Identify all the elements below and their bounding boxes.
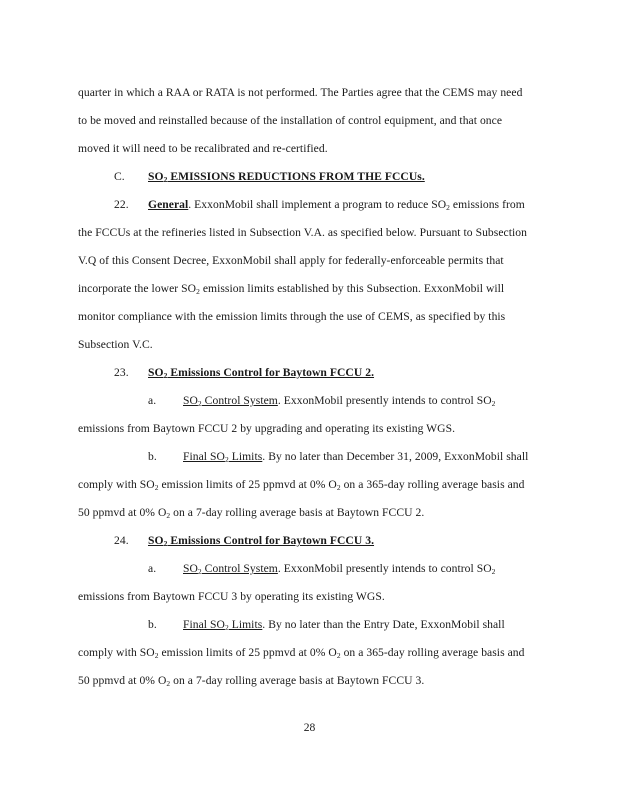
subparagraph-title: Final $SO_2$ Limits (183, 450, 263, 464)
body-line: comply with $SO_2$ emission limits of 25 ppmvd at 0% $O_2$ on a 365-day rolling average basis and (78, 646, 525, 660)
paragraph-title: General (148, 198, 189, 211)
body-line: 50 ppmvd at 0% $O_2$ on a 7-day rolling average basis at Baytown FCCU 2. (78, 506, 425, 520)
body-line: incorporate the lower $SO_2$ emission limits established by this Subsection. ExxonMobil will (78, 282, 505, 296)
subparagraph-letter: b. (148, 450, 157, 463)
subparagraph-letter: a. (148, 394, 157, 407)
subparagraph-letter: a. (148, 562, 157, 575)
body-line: monitor compliance with the emission limits through the use of CEMS, as specified by this (78, 310, 506, 323)
body-line: the FCCUs at the refineries listed in Subsection V.A. as specified below. Pursuant to Subsection (78, 226, 527, 239)
document-page: quarter in which a RAA or RATA is not performed. The Parties agree that the CEMS may need to be moved and reinstalled because of the installation of control equipment, and that once moved it will need to be recalibrated and re-certified. C. $SO_2$ EMISSIONS REDUCTIONS FROM THE FCCUs. 22. General. ExxonMobil shall implement a program to reduce $SO_2$ emissions from the FCCUs at the refineries listed in Subsection V.A. as specified below. Pursuant to Subsection V.Q of this Consent Decree, ExxonMobil shall apply for federally-enforceable permits that incorporate the lower $SO_2$ emission limits established by this Subsection. ExxonMobil will monitor compliance with the emission limits through the use of CEMS, as specified by this Subsection V.C. 23. $SO_2$ Emissions Control for Baytown FCCU 2. a. $SO_2$ Control System. ExxonMobil presently intends to control $SO_2$ emissions from Baytown FCCU 2 by upgrading and operating its existing WGS. b. Final $SO_2$ Limits. By no later than December 31, 2009, ExxonMobil shall comply with $SO_2$ emission limits of 25 ppmvd at 0% $O_2$ on a 365-day rolling average basis and 50 ppmvd at 0% $O_2$ on a 7-day rolling average basis at Baytown FCCU 2. 24. $SO_2$ Emissions Control for Baytown FCCU 3. a. $SO_2$ Control System. ExxonMobil presently intends to control $SO_2$ emissions from Baytown FCCU 3 by operating its existing WGS. b. Final $SO_2$ Limits. By no later than the Entry Date, ExxonMobil shall comply with $SO_2$ emission limits of 25 ppmvd at 0% $O_2$ on a 365-day rolling average basis and 50 ppmvd at 0% $O_2$ on a 7-day rolling average basis at Baytown FCCU 3. 28 (0, 0, 619, 800)
paragraph-title: $SO_2$ Emissions Control for Baytown FCCU 2. (148, 366, 375, 380)
body-line: emissions from Baytown FCCU 2 by upgrading and operating its existing WGS. (78, 422, 456, 435)
paragraph-title: $SO_2$ Emissions Control for Baytown FCCU 3. (148, 534, 375, 548)
section-letter: C. (114, 170, 125, 183)
paragraph-number: 22. (114, 198, 129, 211)
subparagraph-title: $SO_2$ Control System (183, 562, 278, 576)
subparagraph-letter: b. (148, 618, 157, 631)
body-line: comply with $SO_2$ emission limits of 25 ppmvd at 0% $O_2$ on a 365-day rolling average basis and (78, 478, 525, 492)
paragraph-number: 23. (114, 366, 129, 379)
section-title: $SO_2$ EMISSIONS REDUCTIONS FROM THE FCCUs. (148, 170, 425, 184)
body-line: to be moved and reinstalled because of the installation of control equipment, and that once (78, 114, 503, 127)
body-line: moved it will need to be recalibrated and re-certified. (78, 142, 328, 155)
page-number: 28 (303, 721, 316, 734)
body-line: quarter in which a RAA or RATA is not performed. The Parties agree that the CEMS may need (78, 86, 523, 99)
subparagraph-title: Final $SO_2$ Limits (183, 618, 263, 632)
paragraph-number: 24. (114, 534, 129, 547)
body-line: 50 ppmvd at 0% $O_2$ on a 7-day rolling average basis at Baytown FCCU 3. (78, 674, 425, 688)
body-line: V.Q of this Consent Decree, ExxonMobil shall apply for federally-enforceable permits that (78, 254, 504, 267)
body-line: Subsection V.C. (78, 338, 153, 351)
subparagraph-title: $SO_2$ Control System (183, 394, 278, 408)
body-line: emissions from Baytown FCCU 3 by operating its existing WGS. (78, 590, 385, 603)
